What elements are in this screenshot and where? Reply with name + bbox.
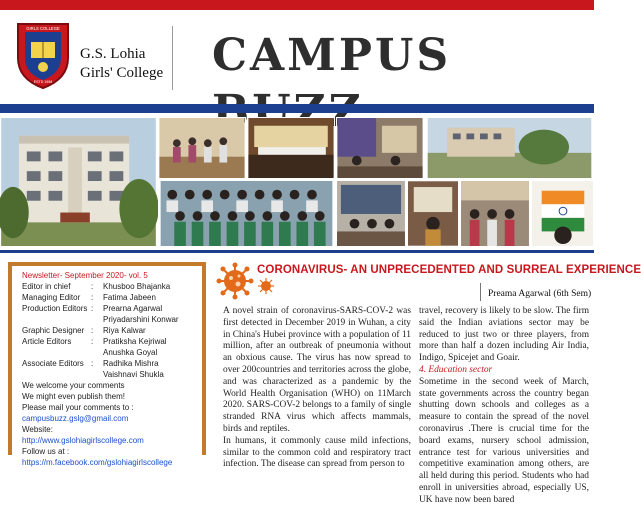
staff-colon: :	[91, 337, 94, 346]
welcome-line-1: We welcome your comments	[22, 381, 125, 390]
logo-year: ESTD 1998	[33, 80, 53, 84]
article-paragraph: Sometime in the second week of March, state governments across the country began shutting down schools and colleges as a measure to contain the spread of the novel coronavirus .There is crucial time for the board exams, nursery school admission, entrance test for various universities and competitive examination among others, are all held during this period. Students who had enroll in universities abroad, especially US, UK have now been bared	[419, 376, 589, 505]
staff-colon	[91, 314, 103, 325]
top-red-band	[0, 0, 594, 10]
staff-colon: :	[91, 359, 94, 368]
college-logo	[14, 20, 72, 90]
staff-role: Associate Editors	[22, 359, 84, 368]
event-photo-7	[460, 180, 530, 247]
staff-colon: :	[91, 282, 94, 291]
event-photo-3	[336, 117, 424, 179]
staff-colon	[91, 369, 103, 380]
facebook-link[interactable]: https://m.facebook.com/gslohiagirlscollege	[22, 458, 173, 467]
email-link[interactable]: campusbuzz.gslg@gmail.com	[22, 414, 129, 423]
staff-name: Radhika Mishra	[103, 359, 159, 368]
article-column-2	[419, 306, 589, 507]
staff-role: Managing Editor	[22, 293, 81, 302]
staff-row	[22, 369, 196, 380]
follow-label: Follow us at :	[22, 447, 70, 456]
staff-name: Riya Kalwar	[103, 326, 146, 335]
article-headline: CORONAVIRUS- AN UNPRECEDENTED AND SURREAL EXPERIENCE	[257, 264, 641, 276]
staff-colon	[91, 347, 103, 358]
staff-role: Graphic Designer	[22, 326, 85, 335]
blue-divider	[0, 250, 594, 253]
virus-small-icon	[258, 278, 274, 294]
website-label: Website:	[22, 425, 53, 434]
section-subheading: 4. Education sector	[419, 364, 493, 375]
tricolour-portrait-photo	[531, 180, 594, 247]
article-byline: Preama Agarwal (6th Sem)	[488, 289, 592, 299]
comments-label: Please mail your comments to :	[22, 403, 134, 412]
staff-name: Priyadarshini Konwar	[103, 315, 179, 324]
staff-role	[22, 314, 91, 325]
welcome-line-2: We might even publish them!	[22, 392, 126, 401]
header-divider	[172, 26, 173, 90]
staff-name: Khusboo Bhajanka	[103, 282, 171, 291]
article-paragraph: In humans, it commonly cause mild infections, similar to the common cold and respiratory tract infection. The disease can spread from person to	[223, 435, 411, 470]
college-name-line1: G.S. Lohia	[80, 46, 146, 62]
staff-role: Production Editors	[22, 304, 88, 313]
logo-text: GIRLS COLLEGE	[26, 26, 60, 31]
staff-colon: :	[91, 293, 94, 302]
newsletter-edition: Newsletter- September 2020- vol. 5	[22, 271, 148, 280]
byline-rule	[480, 283, 481, 301]
college-building-photo	[0, 117, 157, 247]
website-link[interactable]: http://www.gslohiagirlscollege.com	[22, 436, 144, 445]
event-photo-1	[158, 117, 246, 179]
newsletter-info-box	[8, 262, 206, 467]
virus-icon	[216, 262, 254, 300]
group-photo-students	[158, 180, 335, 247]
staff-row	[22, 303, 196, 314]
event-photo-4	[425, 117, 594, 179]
staff-name: Vaishnavi Shukla	[103, 370, 164, 379]
staff-name: Fatima Jabeen	[103, 293, 156, 302]
staff-row	[22, 292, 196, 303]
event-photo-5	[336, 180, 406, 247]
event-photo-2	[247, 117, 335, 179]
blue-band	[0, 104, 594, 113]
staff-list	[22, 281, 196, 380]
staff-role	[22, 347, 91, 358]
staff-name: Anushka Goyal	[103, 348, 158, 357]
article-paragraph: travel, recovery is likely to be slow. The firm said the Indian aviations sector may be reduced to just two or three players, from more than half a dozen including Air India, Indigo, Spicejet and Goair.	[419, 306, 589, 364]
staff-colon: :	[91, 326, 94, 335]
staff-role	[22, 369, 91, 380]
staff-row	[22, 358, 196, 369]
event-photo-6	[407, 180, 459, 247]
staff-name: Pratiksha Kejriwal	[103, 337, 167, 346]
masthead-title: CAMPUS	[212, 30, 452, 81]
article-column-1	[223, 306, 411, 471]
staff-name: Prearna Agarwal	[103, 304, 163, 313]
staff-role: Article Editors	[22, 337, 72, 346]
staff-row	[22, 314, 196, 325]
staff-role: Editor in chief	[22, 282, 71, 291]
photo-collage	[0, 117, 594, 249]
staff-row	[22, 347, 196, 358]
college-name-line2: Girls' College	[80, 65, 164, 81]
article-paragraph: A novel strain of coronavirus-SARS-COV-2 was first detected in December 2019 in Wuhan, a city in China's Hubei province with a population of 11 million, after an outbreak of pneumonia without an obxious cause. The virus has now spread to over 200countries and territories across the globe, and was characterized as a pandemic by the World Health Organisation (WHO) on 11March 2020. SARS-COV-2 belongs to a family of single stranded RNA virus which affects mammals, birds and reptiles.	[223, 306, 411, 434]
staff-row	[22, 336, 196, 347]
college-name	[80, 45, 163, 83]
staff-row	[22, 325, 196, 336]
staff-row	[22, 281, 196, 292]
staff-colon: :	[91, 304, 94, 313]
